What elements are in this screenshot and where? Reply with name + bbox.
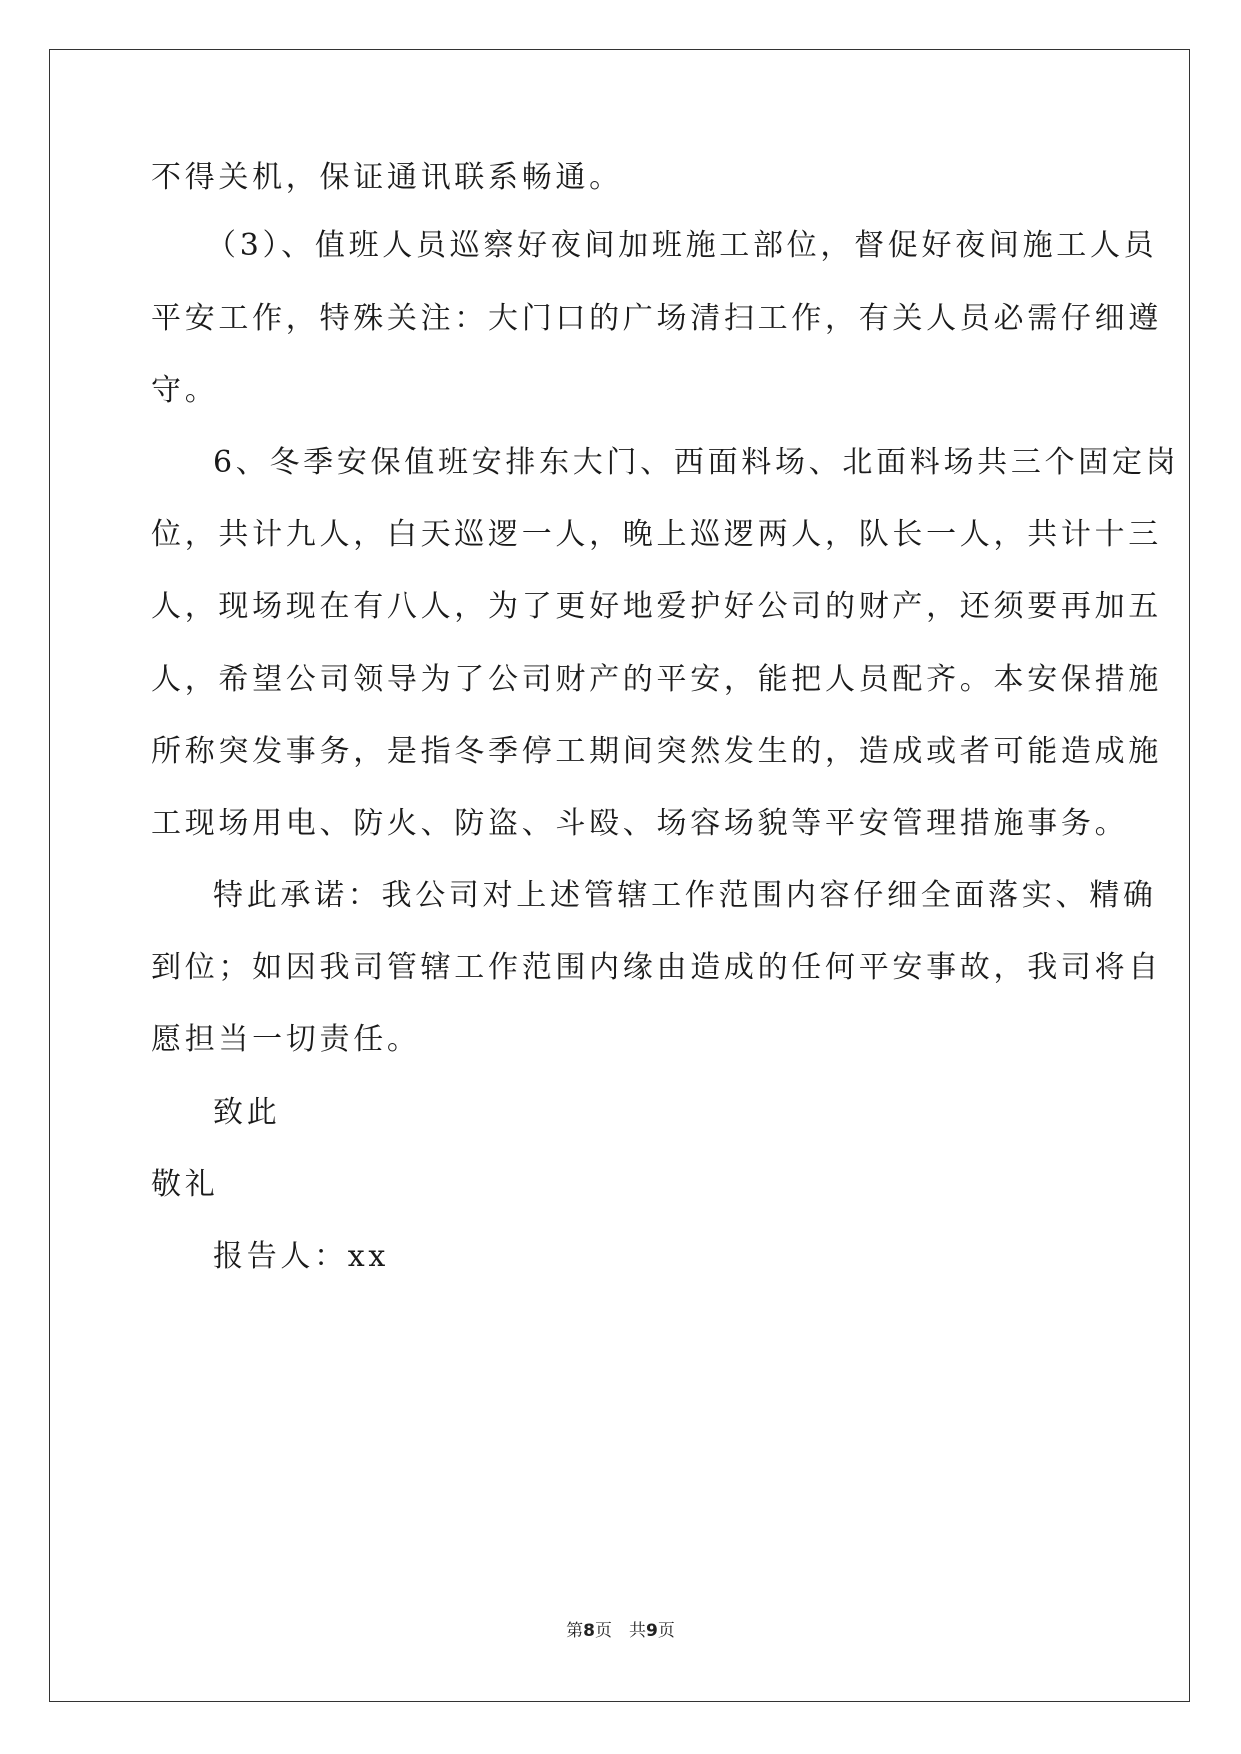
footer-mid: 页 共 — [595, 1621, 646, 1641]
text-line: 6、冬季安保值班安排东大门、西面料场、北面料场共三个固定岗 — [213, 445, 1180, 480]
text-line: （3）、值班人员巡察好夜间加班施工部位，督促好夜间施工人员 — [206, 228, 1158, 263]
text-line: 特此承诺：我公司对上述管辖工作范围内容仔细全面落实、精确 — [213, 878, 1157, 913]
text-line: 工现场用电、防火、防盗、斗殴、场容场貌等平安管理措施事务。 — [151, 806, 1129, 841]
text-line: 不得关机，保证通讯联系畅通。 — [151, 160, 623, 195]
footer-suffix: 页 — [657, 1621, 675, 1641]
text-line: 人，希望公司领导为了公司财产的平安，能把人员配齐。本安保措施 — [151, 662, 1162, 697]
closing-regards: 敬礼 — [151, 1167, 219, 1202]
text-line: 到位；如因我司管辖工作范围内缘由造成的任何平安事故，我司将自 — [151, 950, 1162, 985]
footer-prefix: 第 — [566, 1621, 584, 1641]
text-line: 人，现场现在有八人，为了更好地爱护好公司的财产，还须要再加五 — [151, 589, 1162, 624]
text-line: 平安工作，特殊关注：大门口的广场清扫工作，有关人员必需仔细遵 — [151, 301, 1162, 336]
total-page-count: 9 — [646, 1621, 658, 1641]
reporter-signature: 报告人：xx — [213, 1239, 390, 1274]
text-line: 愿担当一切责任。 — [151, 1022, 421, 1057]
current-page-number: 8 — [583, 1621, 595, 1641]
closing-salutation: 致此 — [213, 1095, 281, 1130]
text-line: 所称突发事务，是指冬季停工期间突然发生的，造成或者可能造成施 — [151, 734, 1162, 769]
text-line: 位，共计九人，白天巡逻一人，晚上巡逻两人，队长一人，共计十三 — [151, 517, 1162, 552]
page-footer — [0, 1616, 1241, 1641]
text-line: 守。 — [151, 373, 219, 408]
